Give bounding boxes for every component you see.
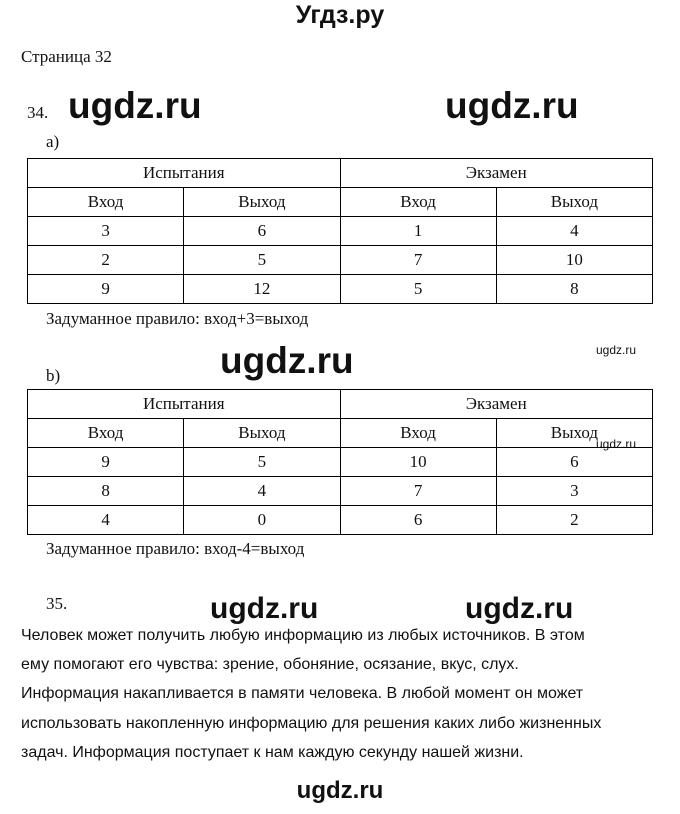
- page-label: Страница 32: [21, 47, 112, 66]
- table-row: [28, 477, 653, 506]
- site-title: Угдз.ру: [295, 1, 385, 29]
- table-header-row: [28, 159, 653, 188]
- group-header: Испытания: [28, 159, 341, 188]
- rule-a: Задуманное правило: вход+3=выход: [46, 309, 309, 328]
- text-line: ему помогают его чувства: зрение, обоняние, осязание, вкус, слух.: [21, 656, 519, 674]
- table-header-row: [28, 188, 653, 217]
- text-line: задач. Информация поступает к нам каждую секунду нашей жизни.: [21, 743, 524, 761]
- table-cell: 0: [184, 506, 340, 535]
- watermark: ugdz.ru: [68, 85, 202, 126]
- part-b-label: b): [46, 366, 61, 385]
- rule-b: Задуманное правило: вход-4=выход: [46, 539, 305, 558]
- part-a-label: a): [46, 132, 60, 151]
- table-cell: 5: [184, 246, 340, 275]
- column-header: Вход: [340, 188, 496, 217]
- watermark-small: ugdz.ru: [596, 343, 637, 357]
- column-header: Выход: [184, 188, 340, 217]
- column-header: Выход: [184, 419, 340, 448]
- column-header: Выход: [496, 419, 652, 448]
- column-header: Вход: [340, 419, 496, 448]
- watermark: ugdz.ru: [220, 340, 354, 381]
- table-cell: 6: [340, 506, 496, 535]
- group-header: Испытания: [28, 390, 341, 419]
- table-row: [28, 246, 653, 275]
- watermark: ugdz.ru: [210, 592, 319, 625]
- table-cell: 5: [184, 448, 340, 477]
- text-line: использовать накопленную информацию для решения каких либо жизненных: [21, 714, 602, 732]
- table-a: [27, 158, 653, 304]
- table-cell: 6: [184, 217, 340, 246]
- task-35-text: [21, 621, 671, 767]
- table-cell: 3: [28, 217, 184, 246]
- table-cell: 10: [340, 448, 496, 477]
- table-row: [28, 448, 653, 477]
- watermark-small: ugdz.ru: [596, 437, 637, 451]
- table-cell: 2: [28, 246, 184, 275]
- column-header: Выход: [496, 188, 652, 217]
- watermark: ugdz.ru: [445, 85, 579, 126]
- table-cell: 1: [340, 217, 496, 246]
- table-row: [28, 217, 653, 246]
- table-cell: 7: [340, 477, 496, 506]
- table-cell: 4: [184, 477, 340, 506]
- table-row: [28, 506, 653, 535]
- table-cell: 9: [28, 448, 184, 477]
- table-cell: 9: [28, 275, 184, 304]
- table-cell: 12: [184, 275, 340, 304]
- text-line: Человек может получить любую информацию из любых источников. В этом: [21, 627, 585, 644]
- task-34-number: 34.: [27, 103, 49, 122]
- table-b: [27, 389, 653, 535]
- table-cell: 2: [496, 506, 652, 535]
- table-row: [28, 275, 653, 304]
- table-cell: 10: [496, 246, 652, 275]
- text-line: Информация накапливается в памяти человека. В любой момент он может: [21, 685, 584, 703]
- table-cell: 4: [496, 217, 652, 246]
- column-header: Вход: [28, 188, 184, 217]
- table-cell: 4: [28, 506, 184, 535]
- table-cell: 5: [340, 275, 496, 304]
- table-header-row: [28, 419, 653, 448]
- group-header: Экзамен: [340, 390, 653, 419]
- watermark: ugdz.ru: [465, 592, 574, 625]
- footer-watermark: ugdz.ru: [296, 777, 384, 804]
- table-cell: 3: [496, 477, 652, 506]
- table-cell: 8: [496, 275, 652, 304]
- table-cell: 6: [496, 448, 652, 477]
- table-cell: 8: [28, 477, 184, 506]
- task-35-number: 35.: [46, 594, 68, 613]
- group-header: Экзамен: [340, 159, 653, 188]
- table-cell: 7: [340, 246, 496, 275]
- column-header: Вход: [28, 419, 184, 448]
- table-header-row: [28, 390, 653, 419]
